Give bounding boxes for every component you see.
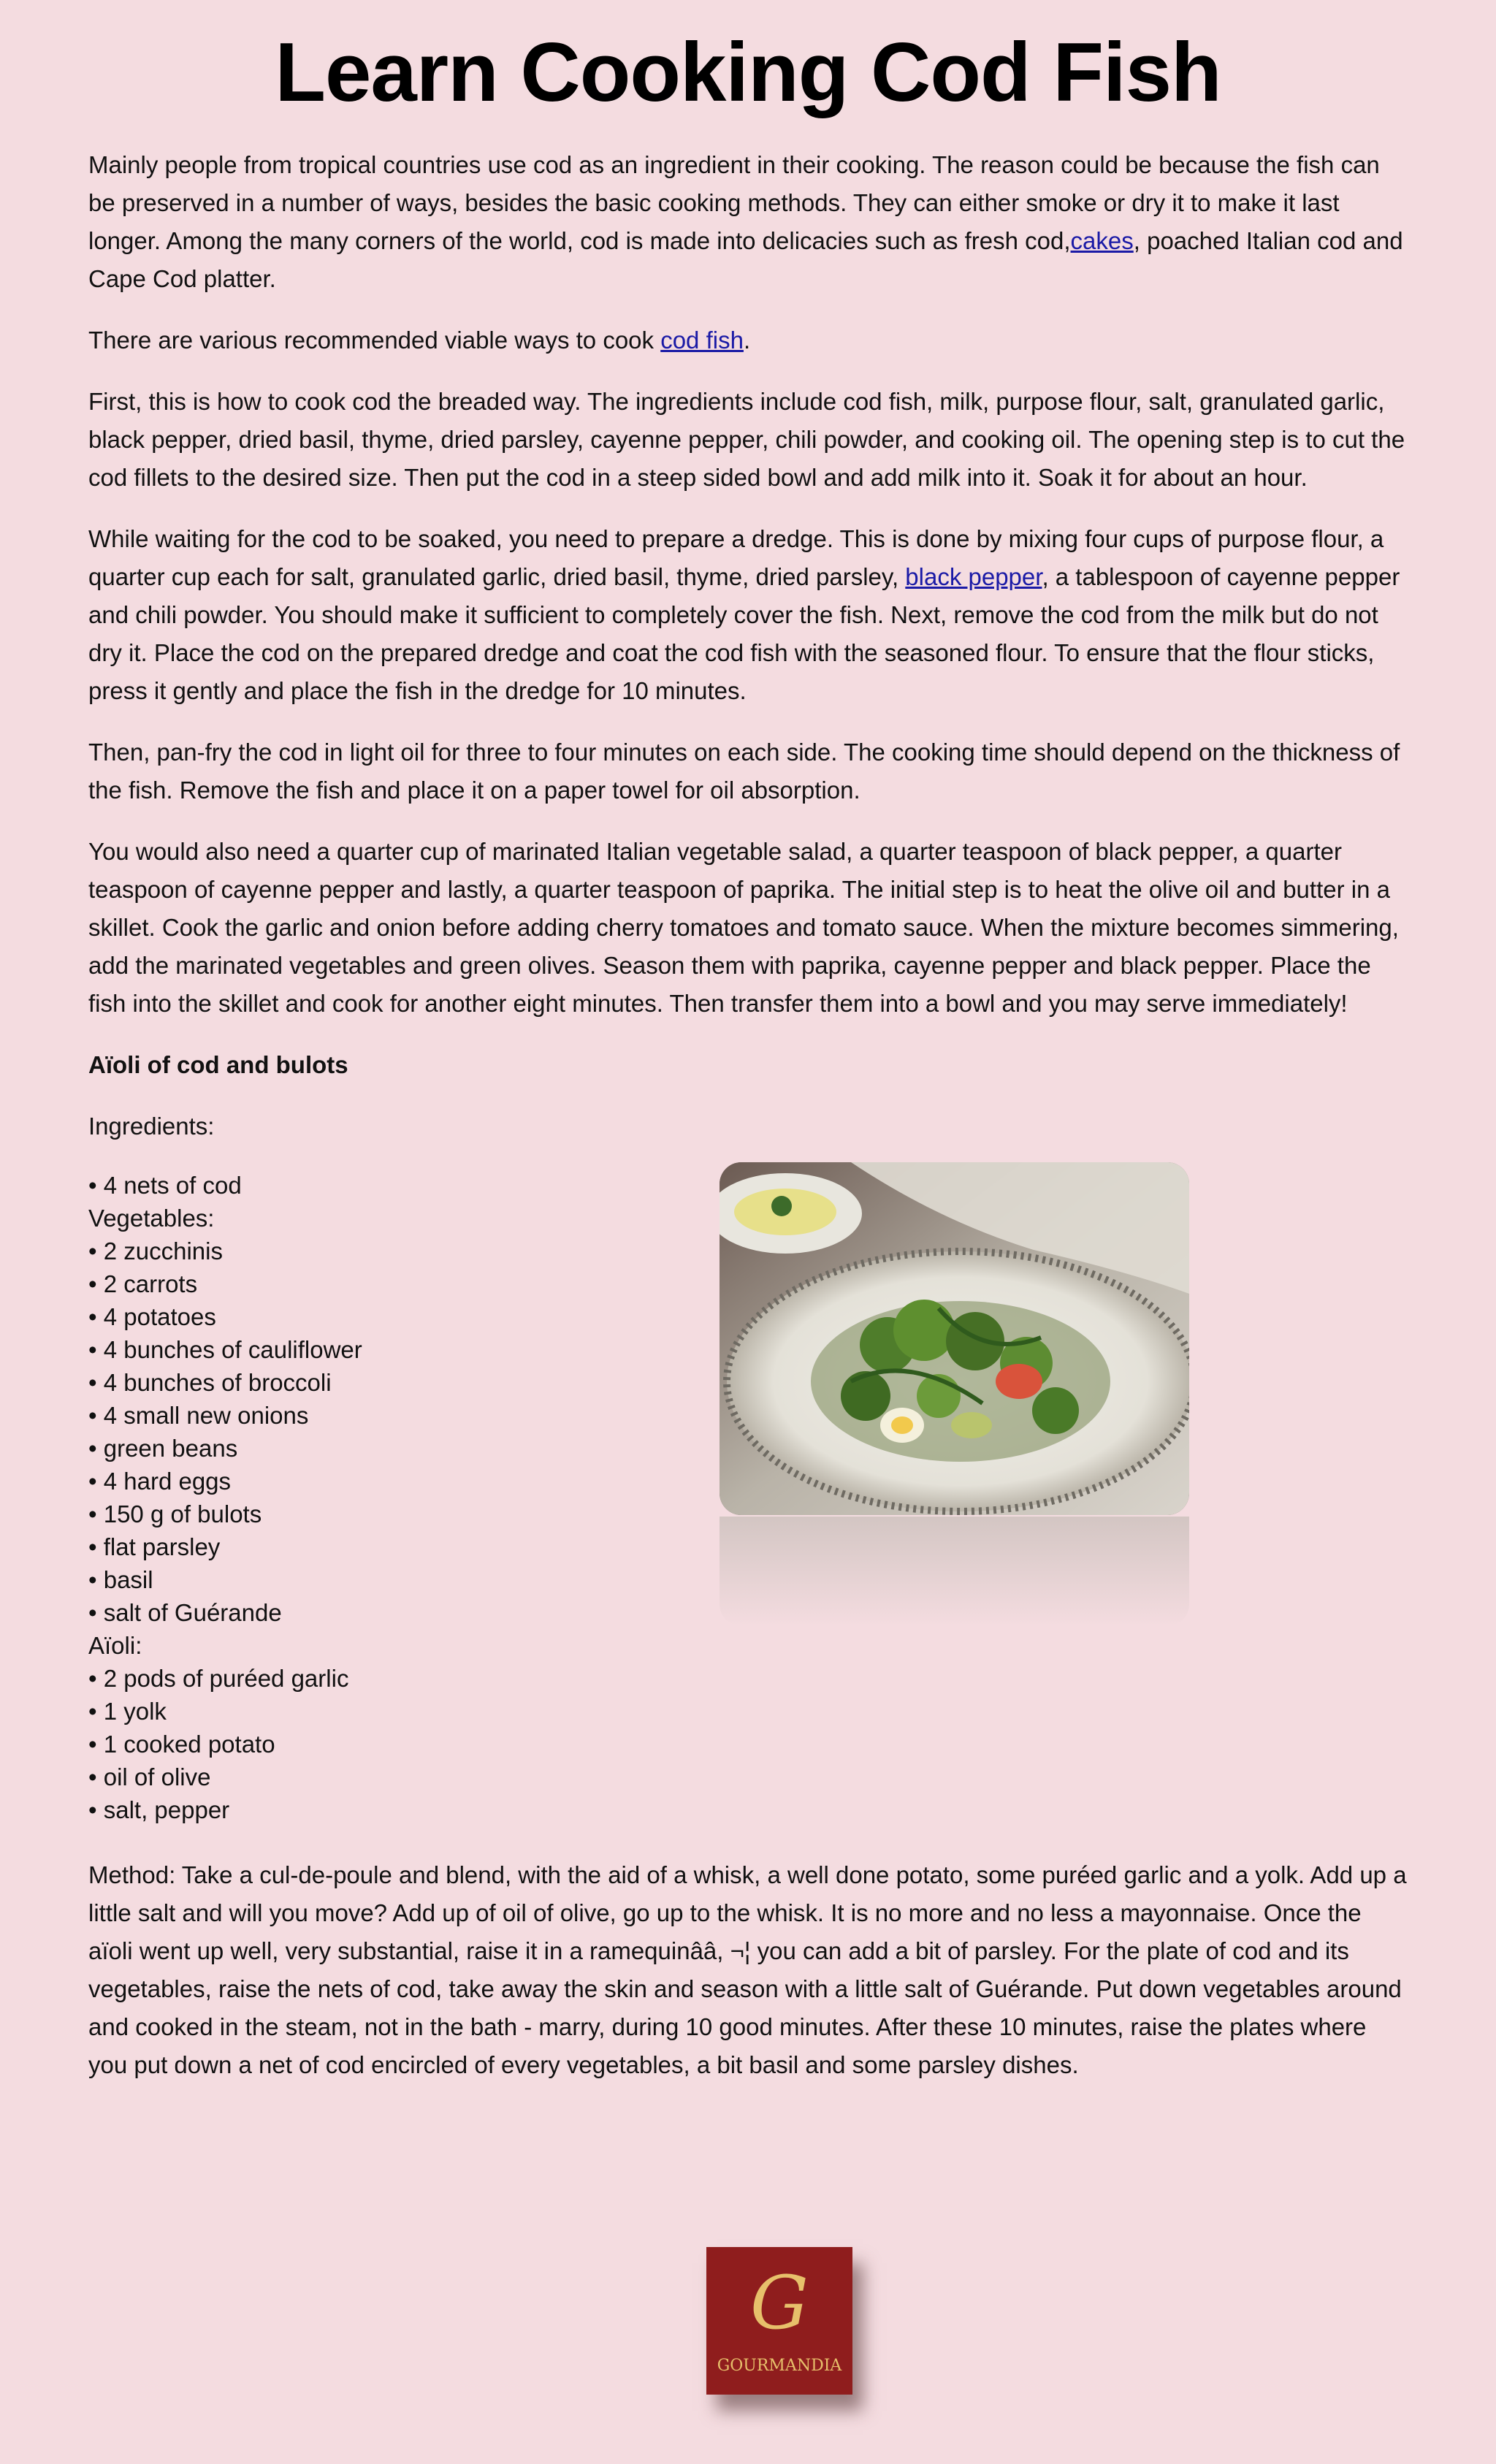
title-area (0, 0, 1496, 120)
paragraph-dredge (88, 520, 1408, 710)
ingredient-item: • 2 zucchinis (88, 1237, 223, 1265)
logo-letter: G (750, 2260, 809, 2346)
ingredient-item: • 2 carrots (88, 1270, 198, 1297)
ingredient-item: • oil of olive (88, 1763, 211, 1790)
photo-reflection (720, 1517, 1189, 1626)
ingredient-item: • flat parsley (88, 1533, 221, 1560)
paragraph-breaded: First, this is how to cook cod the breaded way. The ingredients include cod fish, milk, purpose flour, salt, granulated garlic, black pepper, dried basil, thyme, dried parsley, cayenne pepper, chili powder, and cooking oil. The opening step is to cut the cod fillets to the desired size. Then put the cod in a steep sided bowl and add milk into it. Soak it for about an hour. (88, 388, 1405, 491)
ingredients-label: Ingredients: (88, 1113, 215, 1140)
ingredient-item: • 1 yolk (88, 1698, 167, 1725)
cakes-link[interactable]: cakes (1070, 227, 1134, 254)
paragraph-intro (88, 146, 1408, 298)
ingredient-item: • 1 cooked potato (88, 1731, 275, 1758)
cod-dish-photo (720, 1162, 1189, 1515)
intro-text: Mainly people from tropical countries use cod as an ingredient in their cooking. The reason could be because the fish can be preserved in a number of ways, besides the basic cooking methods. They can either smoke or dry it to make it last longer. Among the many corners of the world, cod is made into delicacies such as fresh cod, (88, 151, 1380, 254)
paragraph-method: Method: Take a cul-de-poule and blend, with the aid of a whisk, a well done potato, some puréed garlic and a yolk. Add up a little salt and will you move? Add up of oil of olive, go up to the whisk. It is no more and no less a mayonnaise. Once the aïoli went up well, very substantial, raise it in a ramequinââ, ¬¦ you can add a bit of parsley. For the plate of cod and its vegetables, raise the nets of cod, take away the skin and season with a little salt of Guérande. Put down vegetables around and cooked in the steam, not in the bath - marry, during 10 good minutes. After these 10 minutes, raise the plates where you put down a net of cod encircled of every vegetables, a bit basil and some parsley dishes. (88, 1861, 1407, 2078)
ingredient-item: • basil (88, 1566, 153, 1593)
paragraph-pan-fry: Then, pan-fry the cod in light oil for three to four minutes on each side. The cooking time should depend on the thickness of the fish. Remove the fish and place it on a paper towel for oil absorption. (88, 739, 1400, 804)
paragraph-salad: You would also need a quarter cup of marinated Italian vegetable salad, a quarter teaspoon of black pepper, a quarter teaspoon of cayenne pepper and lastly, a quarter teaspoon of paprika. The initial step is to heat the olive oil and butter in a skillet. Cook the garlic and onion before adding cherry tomatoes and tomato sauce. When the mixture becomes simmering, add the marinated vegetables and green olives. Season them with paprika, cayenne pepper and black pepper. Place the fish into the skillet and cook for another eight minutes. Then transfer them into a bowl and you may serve immediately! (88, 838, 1399, 1017)
cod-fish-link[interactable]: cod fish (660, 327, 744, 354)
dredge-text-end: , a tablespoon of cayenne pepper and chili powder. You should make it sufficient to completely cover the fish. Next, remove the cod from the milk but do not dry it. Place the cod on the prepared dredge and coat the cod fish with the seasoned flour. To ensure that the flour sticks, press it gently and place the fish in the dredge for 10 minutes. (88, 563, 1400, 704)
ingredient-item: • 4 bunches of cauliflower (88, 1336, 362, 1363)
plate-image-icon (720, 1162, 1189, 1515)
ingredient-item: • 4 nets of cod (88, 1172, 242, 1199)
ingredients-list (88, 1169, 362, 1826)
article-body (88, 146, 1408, 2108)
ingredient-item: • 4 potatoes (88, 1303, 216, 1330)
ingredient-item: • 150 g of bulots (88, 1500, 262, 1527)
ingredient-item: • 4 bunches of broccoli (88, 1369, 332, 1396)
ingredient-item: • 4 small new onions (88, 1402, 309, 1429)
ingredients-section (88, 1169, 1408, 1836)
ingredient-item: • 4 hard eggs (88, 1468, 232, 1495)
ingredient-item: • salt of Guérande (88, 1599, 282, 1626)
page-title: Learn Cooking Cod Fish (275, 26, 1221, 119)
gourmandia-logo (706, 2247, 852, 2395)
paragraph-ways (88, 321, 1408, 359)
black-pepper-link[interactable]: black pepper (905, 563, 1042, 590)
logo-name: GOURMANDIA (717, 2357, 842, 2375)
dredge-text: While waiting for the cod to be soaked, you need to prepare a dredge. This is done by mixing four cups of purpose flour, a quarter cup each for salt, granulated garlic, dried basil, thyme, dried parsley, (88, 525, 1384, 590)
ways-text-end: . (743, 327, 751, 354)
ingredient-item: • 2 pods of puréed garlic (88, 1665, 349, 1692)
intro-text-end: , poached Italian cod and Cape Cod platter. (88, 227, 1403, 292)
ingredient-item: • green beans (88, 1435, 238, 1462)
recipe-subheading: Aïoli of cod and bulots (88, 1051, 348, 1078)
ingredient-item: Vegetables: (88, 1205, 215, 1232)
ingredient-item: Aïoli: (88, 1632, 142, 1659)
ingredient-item: • salt, pepper (88, 1796, 230, 1823)
ways-text: There are various recommended viable ways to cook (88, 327, 661, 354)
